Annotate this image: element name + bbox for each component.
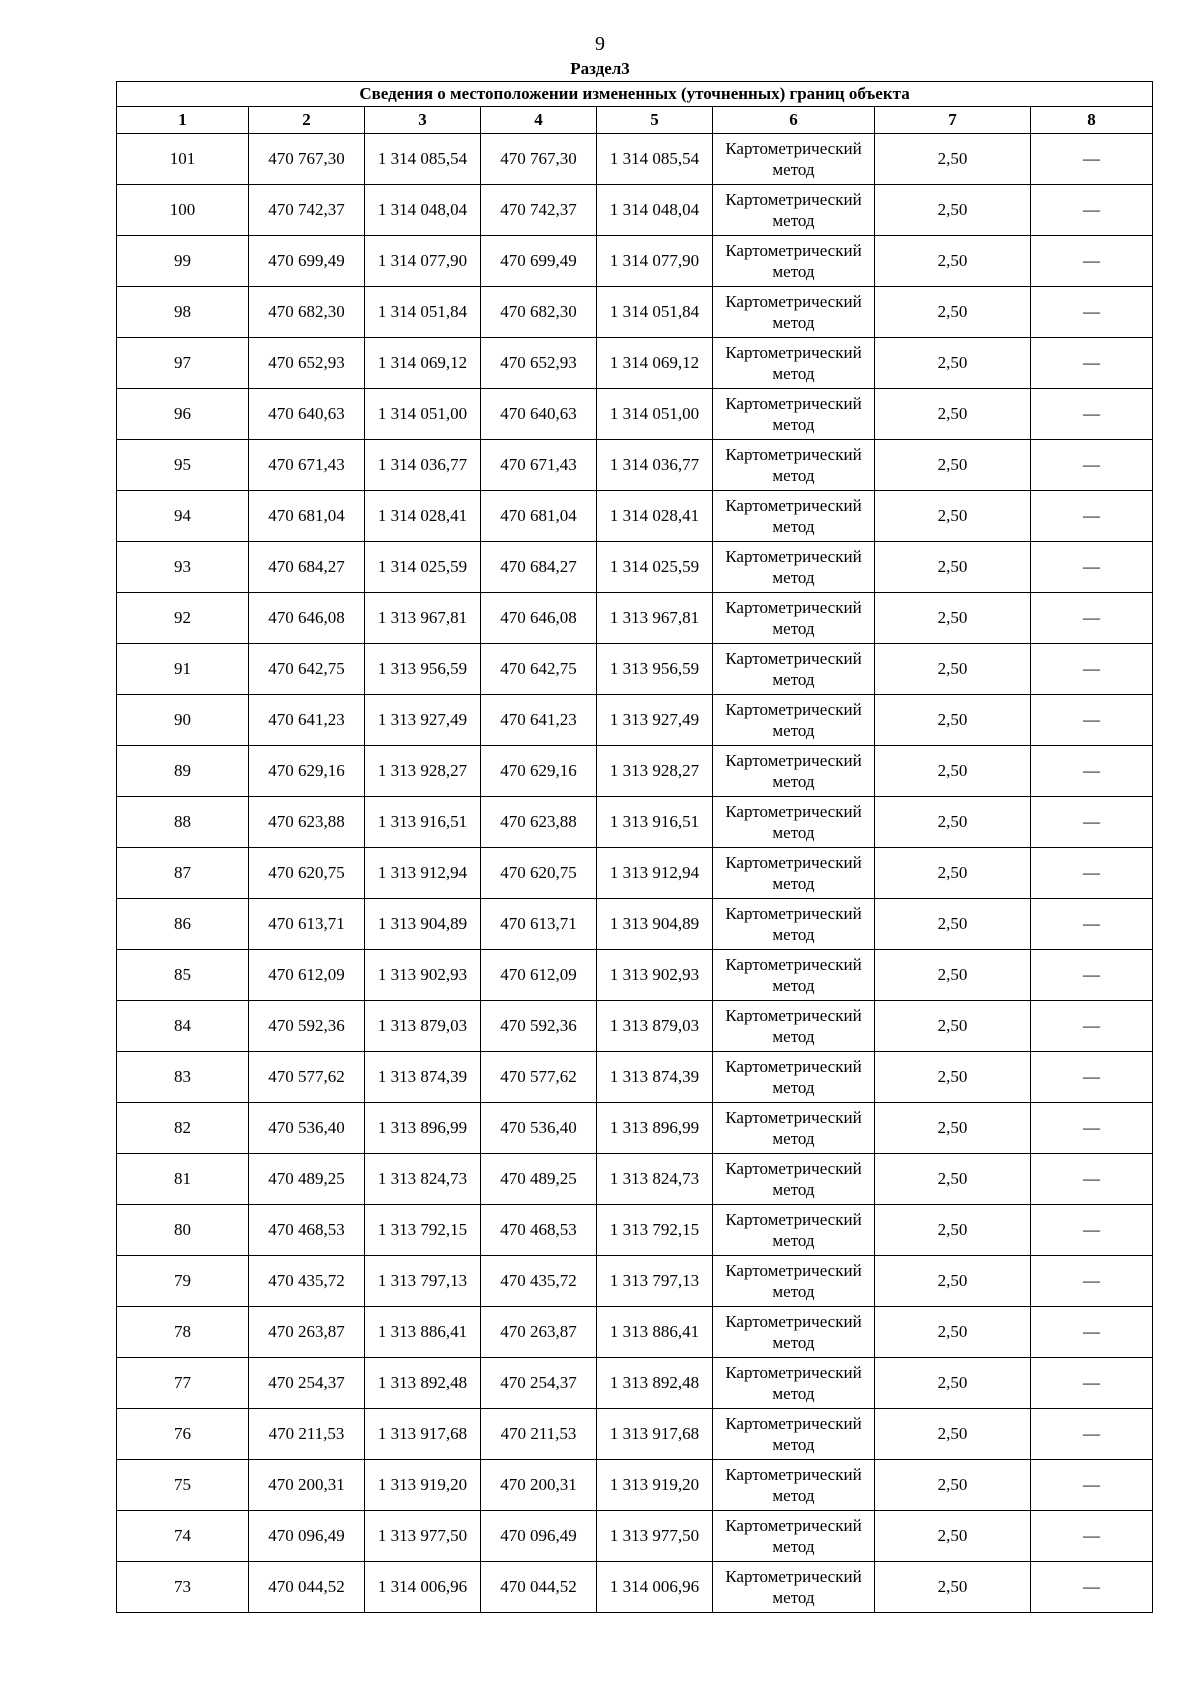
x-new-cell: 470 263,87 (481, 1307, 597, 1358)
note-cell: — (1031, 1460, 1153, 1511)
accuracy-cell: 2,50 (875, 695, 1031, 746)
method-cell: Картометрический метод (713, 746, 875, 797)
x-old-cell: 470 592,36 (249, 1001, 365, 1052)
y-new-cell: 1 314 051,84 (597, 287, 713, 338)
y-old-cell: 1 313 792,15 (365, 1205, 481, 1256)
accuracy-cell: 2,50 (875, 440, 1031, 491)
table-title-row (117, 82, 1153, 107)
table-row (117, 440, 1153, 491)
y-old-cell: 1 313 912,94 (365, 848, 481, 899)
accuracy-cell: 2,50 (875, 1205, 1031, 1256)
y-new-cell: 1 313 919,20 (597, 1460, 713, 1511)
y-old-cell: 1 314 085,54 (365, 134, 481, 185)
y-new-cell: 1 314 028,41 (597, 491, 713, 542)
method-cell: Картометрический метод (713, 1358, 875, 1409)
point-number-cell: 75 (117, 1460, 249, 1511)
accuracy-cell: 2,50 (875, 185, 1031, 236)
accuracy-cell: 2,50 (875, 848, 1031, 899)
x-new-cell: 470 254,37 (481, 1358, 597, 1409)
table-row (117, 542, 1153, 593)
y-old-cell: 1 314 006,96 (365, 1562, 481, 1613)
method-cell: Картометрический метод (713, 542, 875, 593)
method-cell: Картометрический метод (713, 1205, 875, 1256)
note-cell: — (1031, 440, 1153, 491)
note-cell: — (1031, 1154, 1153, 1205)
table-row (117, 287, 1153, 338)
y-old-cell: 1 314 036,77 (365, 440, 481, 491)
point-number-cell: 83 (117, 1052, 249, 1103)
point-number-cell: 91 (117, 644, 249, 695)
y-new-cell: 1 314 036,77 (597, 440, 713, 491)
y-new-cell: 1 313 886,41 (597, 1307, 713, 1358)
method-cell: Картометрический метод (713, 1256, 875, 1307)
table-row (117, 1154, 1153, 1205)
accuracy-cell: 2,50 (875, 542, 1031, 593)
y-new-cell: 1 313 824,73 (597, 1154, 713, 1205)
method-cell: Картометрический метод (713, 644, 875, 695)
accuracy-cell: 2,50 (875, 338, 1031, 389)
method-cell: Картометрический метод (713, 338, 875, 389)
note-cell: — (1031, 1409, 1153, 1460)
note-cell: — (1031, 236, 1153, 287)
method-cell: Картометрический метод (713, 1562, 875, 1613)
point-number-cell: 74 (117, 1511, 249, 1562)
y-new-cell: 1 314 077,90 (597, 236, 713, 287)
y-new-cell: 1 314 006,96 (597, 1562, 713, 1613)
x-old-cell: 470 681,04 (249, 491, 365, 542)
x-new-cell: 470 623,88 (481, 797, 597, 848)
x-old-cell: 470 536,40 (249, 1103, 365, 1154)
x-new-cell: 470 629,16 (481, 746, 597, 797)
table-row (117, 185, 1153, 236)
accuracy-cell: 2,50 (875, 1460, 1031, 1511)
y-old-cell: 1 313 977,50 (365, 1511, 481, 1562)
point-number-cell: 79 (117, 1256, 249, 1307)
x-new-cell: 470 489,25 (481, 1154, 597, 1205)
note-cell: — (1031, 287, 1153, 338)
table-row (117, 134, 1153, 185)
method-cell: Картометрический метод (713, 695, 875, 746)
y-new-cell: 1 313 956,59 (597, 644, 713, 695)
note-cell: — (1031, 899, 1153, 950)
x-old-cell: 470 211,53 (249, 1409, 365, 1460)
x-new-cell: 470 681,04 (481, 491, 597, 542)
note-cell: — (1031, 1001, 1153, 1052)
accuracy-cell: 2,50 (875, 1562, 1031, 1613)
column-number: 3 (365, 107, 481, 134)
note-cell: — (1031, 1511, 1153, 1562)
method-cell: Картометрический метод (713, 1511, 875, 1562)
column-numbers-row (117, 107, 1153, 134)
accuracy-cell: 2,50 (875, 899, 1031, 950)
y-new-cell: 1 313 928,27 (597, 746, 713, 797)
method-cell: Картометрический метод (713, 236, 875, 287)
y-old-cell: 1 313 919,20 (365, 1460, 481, 1511)
note-cell: — (1031, 1205, 1153, 1256)
point-number-cell: 96 (117, 389, 249, 440)
note-cell: — (1031, 644, 1153, 695)
x-new-cell: 470 200,31 (481, 1460, 597, 1511)
y-old-cell: 1 313 797,13 (365, 1256, 481, 1307)
section-title: Раздел3 (570, 59, 630, 78)
accuracy-cell: 2,50 (875, 1409, 1031, 1460)
y-old-cell: 1 313 879,03 (365, 1001, 481, 1052)
table-row (117, 644, 1153, 695)
method-cell: Картометрический метод (713, 134, 875, 185)
method-cell: Картометрический метод (713, 848, 875, 899)
note-cell: — (1031, 542, 1153, 593)
accuracy-cell: 2,50 (875, 1511, 1031, 1562)
y-old-cell: 1 313 874,39 (365, 1052, 481, 1103)
method-cell: Картометрический метод (713, 1409, 875, 1460)
method-cell: Картометрический метод (713, 1154, 875, 1205)
y-old-cell: 1 313 916,51 (365, 797, 481, 848)
x-new-cell: 470 613,71 (481, 899, 597, 950)
y-old-cell: 1 313 928,27 (365, 746, 481, 797)
note-cell: — (1031, 1103, 1153, 1154)
method-cell: Картометрический метод (713, 899, 875, 950)
y-old-cell: 1 313 967,81 (365, 593, 481, 644)
y-new-cell: 1 313 874,39 (597, 1052, 713, 1103)
y-new-cell: 1 313 792,15 (597, 1205, 713, 1256)
method-cell: Картометрический метод (713, 440, 875, 491)
note-cell: — (1031, 134, 1153, 185)
note-cell: — (1031, 1052, 1153, 1103)
y-old-cell: 1 313 824,73 (365, 1154, 481, 1205)
x-new-cell: 470 468,53 (481, 1205, 597, 1256)
x-old-cell: 470 263,87 (249, 1307, 365, 1358)
x-old-cell: 470 684,27 (249, 542, 365, 593)
y-old-cell: 1 313 892,48 (365, 1358, 481, 1409)
point-number-cell: 88 (117, 797, 249, 848)
accuracy-cell: 2,50 (875, 644, 1031, 695)
x-old-cell: 470 682,30 (249, 287, 365, 338)
x-new-cell: 470 646,08 (481, 593, 597, 644)
table-row (117, 1358, 1153, 1409)
y-old-cell: 1 313 904,89 (365, 899, 481, 950)
point-number-cell: 76 (117, 1409, 249, 1460)
x-old-cell: 470 044,52 (249, 1562, 365, 1613)
point-number-cell: 85 (117, 950, 249, 1001)
y-new-cell: 1 314 051,00 (597, 389, 713, 440)
x-old-cell: 470 623,88 (249, 797, 365, 848)
table-row (117, 950, 1153, 1001)
x-new-cell: 470 642,75 (481, 644, 597, 695)
point-number-cell: 92 (117, 593, 249, 644)
page-number: 9 (595, 33, 605, 55)
y-new-cell: 1 313 896,99 (597, 1103, 713, 1154)
table-row (117, 1205, 1153, 1256)
method-cell: Картометрический метод (713, 1001, 875, 1052)
x-new-cell: 470 435,72 (481, 1256, 597, 1307)
note-cell: — (1031, 389, 1153, 440)
x-new-cell: 470 096,49 (481, 1511, 597, 1562)
note-cell: — (1031, 1562, 1153, 1613)
x-new-cell: 470 652,93 (481, 338, 597, 389)
table-row (117, 338, 1153, 389)
column-number: 7 (875, 107, 1031, 134)
y-new-cell: 1 314 048,04 (597, 185, 713, 236)
table-row (117, 491, 1153, 542)
accuracy-cell: 2,50 (875, 236, 1031, 287)
accuracy-cell: 2,50 (875, 134, 1031, 185)
x-new-cell: 470 620,75 (481, 848, 597, 899)
x-new-cell: 470 640,63 (481, 389, 597, 440)
table-row (117, 1256, 1153, 1307)
note-cell: — (1031, 848, 1153, 899)
x-old-cell: 470 642,75 (249, 644, 365, 695)
y-old-cell: 1 314 048,04 (365, 185, 481, 236)
y-old-cell: 1 313 902,93 (365, 950, 481, 1001)
y-new-cell: 1 314 069,12 (597, 338, 713, 389)
x-old-cell: 470 742,37 (249, 185, 365, 236)
method-cell: Картометрический метод (713, 1103, 875, 1154)
method-cell: Картометрический метод (713, 491, 875, 542)
table-row (117, 848, 1153, 899)
x-new-cell: 470 536,40 (481, 1103, 597, 1154)
accuracy-cell: 2,50 (875, 1154, 1031, 1205)
table-row (117, 1103, 1153, 1154)
boundary-coordinates-table (116, 81, 1153, 1613)
y-new-cell: 1 314 025,59 (597, 542, 713, 593)
note-cell: — (1031, 695, 1153, 746)
point-number-cell: 95 (117, 440, 249, 491)
point-number-cell: 90 (117, 695, 249, 746)
y-new-cell: 1 313 892,48 (597, 1358, 713, 1409)
table-row (117, 746, 1153, 797)
note-cell: — (1031, 593, 1153, 644)
column-number: 1 (117, 107, 249, 134)
x-old-cell: 470 640,63 (249, 389, 365, 440)
table-row (117, 1001, 1153, 1052)
y-new-cell: 1 313 917,68 (597, 1409, 713, 1460)
method-cell: Картометрический метод (713, 1460, 875, 1511)
table-row (117, 899, 1153, 950)
x-old-cell: 470 613,71 (249, 899, 365, 950)
y-old-cell: 1 314 077,90 (365, 236, 481, 287)
method-cell: Картометрический метод (713, 389, 875, 440)
point-number-cell: 77 (117, 1358, 249, 1409)
table-row (117, 1511, 1153, 1562)
y-new-cell: 1 313 902,93 (597, 950, 713, 1001)
x-new-cell: 470 767,30 (481, 134, 597, 185)
note-cell: — (1031, 797, 1153, 848)
x-old-cell: 470 489,25 (249, 1154, 365, 1205)
point-number-cell: 78 (117, 1307, 249, 1358)
note-cell: — (1031, 746, 1153, 797)
column-number: 5 (597, 107, 713, 134)
table-title: Сведения о местоположении измененных (уточненных) границ объекта (117, 82, 1153, 107)
note-cell: — (1031, 1256, 1153, 1307)
x-old-cell: 470 620,75 (249, 848, 365, 899)
x-old-cell: 470 468,53 (249, 1205, 365, 1256)
x-old-cell: 470 435,72 (249, 1256, 365, 1307)
point-number-cell: 73 (117, 1562, 249, 1613)
accuracy-cell: 2,50 (875, 491, 1031, 542)
x-old-cell: 470 577,62 (249, 1052, 365, 1103)
x-new-cell: 470 699,49 (481, 236, 597, 287)
y-new-cell: 1 313 797,13 (597, 1256, 713, 1307)
column-number: 4 (481, 107, 597, 134)
table-row (117, 1562, 1153, 1613)
x-new-cell: 470 684,27 (481, 542, 597, 593)
accuracy-cell: 2,50 (875, 389, 1031, 440)
point-number-cell: 97 (117, 338, 249, 389)
x-old-cell: 470 652,93 (249, 338, 365, 389)
table-row (117, 695, 1153, 746)
y-new-cell: 1 313 927,49 (597, 695, 713, 746)
point-number-cell: 81 (117, 1154, 249, 1205)
point-number-cell: 101 (117, 134, 249, 185)
x-new-cell: 470 577,62 (481, 1052, 597, 1103)
accuracy-cell: 2,50 (875, 1001, 1031, 1052)
y-old-cell: 1 313 927,49 (365, 695, 481, 746)
method-cell: Картометрический метод (713, 185, 875, 236)
accuracy-cell: 2,50 (875, 797, 1031, 848)
x-old-cell: 470 641,23 (249, 695, 365, 746)
y-new-cell: 1 313 977,50 (597, 1511, 713, 1562)
y-new-cell: 1 313 916,51 (597, 797, 713, 848)
accuracy-cell: 2,50 (875, 950, 1031, 1001)
accuracy-cell: 2,50 (875, 746, 1031, 797)
x-new-cell: 470 641,23 (481, 695, 597, 746)
x-old-cell: 470 096,49 (249, 1511, 365, 1562)
x-new-cell: 470 592,36 (481, 1001, 597, 1052)
y-old-cell: 1 314 028,41 (365, 491, 481, 542)
table-row (117, 389, 1153, 440)
accuracy-cell: 2,50 (875, 1307, 1031, 1358)
x-new-cell: 470 671,43 (481, 440, 597, 491)
accuracy-cell: 2,50 (875, 1052, 1031, 1103)
method-cell: Картометрический метод (713, 1052, 875, 1103)
y-old-cell: 1 313 956,59 (365, 644, 481, 695)
y-new-cell: 1 313 912,94 (597, 848, 713, 899)
point-number-cell: 84 (117, 1001, 249, 1052)
note-cell: — (1031, 338, 1153, 389)
accuracy-cell: 2,50 (875, 287, 1031, 338)
y-old-cell: 1 314 069,12 (365, 338, 481, 389)
accuracy-cell: 2,50 (875, 593, 1031, 644)
table-row (117, 1409, 1153, 1460)
y-old-cell: 1 313 896,99 (365, 1103, 481, 1154)
y-new-cell: 1 313 967,81 (597, 593, 713, 644)
point-number-cell: 86 (117, 899, 249, 950)
method-cell: Картометрический метод (713, 1307, 875, 1358)
x-new-cell: 470 211,53 (481, 1409, 597, 1460)
point-number-cell: 93 (117, 542, 249, 593)
x-old-cell: 470 629,16 (249, 746, 365, 797)
point-number-cell: 82 (117, 1103, 249, 1154)
point-number-cell: 98 (117, 287, 249, 338)
point-number-cell: 100 (117, 185, 249, 236)
note-cell: — (1031, 1358, 1153, 1409)
y-old-cell: 1 314 051,00 (365, 389, 481, 440)
method-cell: Картометрический метод (713, 950, 875, 1001)
table-row (117, 236, 1153, 287)
point-number-cell: 80 (117, 1205, 249, 1256)
accuracy-cell: 2,50 (875, 1103, 1031, 1154)
x-new-cell: 470 682,30 (481, 287, 597, 338)
accuracy-cell: 2,50 (875, 1358, 1031, 1409)
table-row (117, 1052, 1153, 1103)
note-cell: — (1031, 950, 1153, 1001)
table-row (117, 1460, 1153, 1511)
note-cell: — (1031, 185, 1153, 236)
point-number-cell: 99 (117, 236, 249, 287)
method-cell: Картометрический метод (713, 797, 875, 848)
table-row (117, 1307, 1153, 1358)
method-cell: Картометрический метод (713, 593, 875, 644)
point-number-cell: 89 (117, 746, 249, 797)
table-body (117, 134, 1153, 1613)
x-new-cell: 470 044,52 (481, 1562, 597, 1613)
x-old-cell: 470 646,08 (249, 593, 365, 644)
point-number-cell: 87 (117, 848, 249, 899)
y-old-cell: 1 313 886,41 (365, 1307, 481, 1358)
column-number: 6 (713, 107, 875, 134)
x-old-cell: 470 699,49 (249, 236, 365, 287)
y-old-cell: 1 313 917,68 (365, 1409, 481, 1460)
accuracy-cell: 2,50 (875, 1256, 1031, 1307)
method-cell: Картометрический метод (713, 287, 875, 338)
point-number-cell: 94 (117, 491, 249, 542)
y-old-cell: 1 314 051,84 (365, 287, 481, 338)
note-cell: — (1031, 1307, 1153, 1358)
y-new-cell: 1 314 085,54 (597, 134, 713, 185)
table-row (117, 593, 1153, 644)
x-new-cell: 470 612,09 (481, 950, 597, 1001)
x-old-cell: 470 612,09 (249, 950, 365, 1001)
x-old-cell: 470 767,30 (249, 134, 365, 185)
y-old-cell: 1 314 025,59 (365, 542, 481, 593)
x-old-cell: 470 671,43 (249, 440, 365, 491)
y-new-cell: 1 313 904,89 (597, 899, 713, 950)
y-new-cell: 1 313 879,03 (597, 1001, 713, 1052)
table-row (117, 797, 1153, 848)
x-new-cell: 470 742,37 (481, 185, 597, 236)
column-number: 8 (1031, 107, 1153, 134)
note-cell: — (1031, 491, 1153, 542)
column-number: 2 (249, 107, 365, 134)
x-old-cell: 470 254,37 (249, 1358, 365, 1409)
x-old-cell: 470 200,31 (249, 1460, 365, 1511)
